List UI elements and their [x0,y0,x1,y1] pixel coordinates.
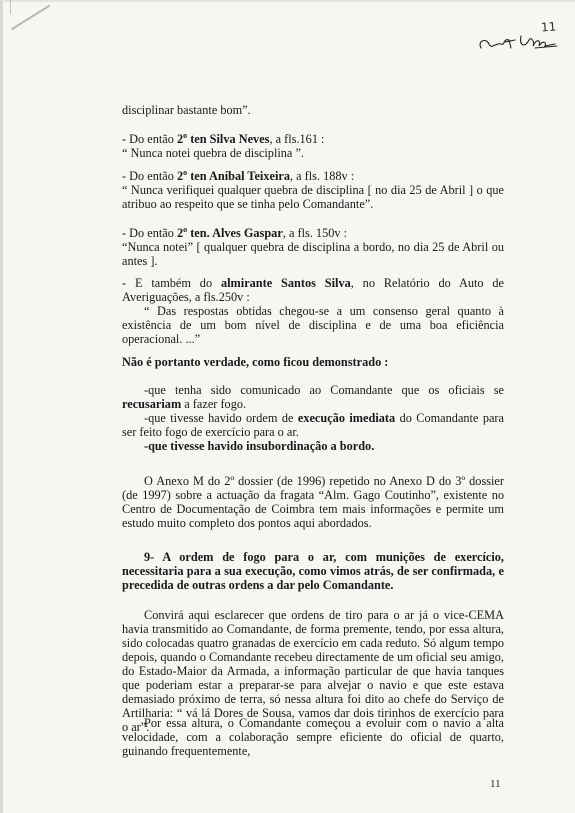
heading-text: Não é portanto verdade, como ficou demonstrado : [122,355,389,369]
text-run: , a fls.161 : [269,132,325,147]
testimony-header [122,166,504,183]
bold-run: execução imediata [297,411,396,425]
heading-text: 9- A ordem de fogo para o ar, com munições de exercício, necessitaria para a sua execução, como vimos atrás, de ser confirmada, e precedida de outras ordens a dar pelo Comandante. [122,550,504,592]
superscript: o [183,131,188,140]
testimony-header [122,276,504,304]
bold-name: ten Silva Neves [187,132,270,147]
testimony-quote: “Nunca notei” [ qualquer quebra de disciplina a bordo, no dia 25 de Abril ou antes ]. [122,240,504,269]
text-run: a fazer fogo. [181,397,247,411]
handwritten-page-mark: 11 [540,19,557,35]
text-run: do Comandante para ser feito fogo de exercício para o ar. [122,411,504,439]
text-run: -que tivesse havido ordem de [144,411,298,425]
text-line: disciplinar bastante bom”. [122,103,251,117]
text-run: , no Relatório do Auto de Averiguações, a fls.250v : [122,276,505,304]
claim-item: -que tivesse havido insubordinação a bordo. [144,439,375,453]
text-run: -que tenha sido comunicado ao Comandante que os oficiais se [144,383,504,397]
testimony-header [122,223,504,240]
text-run: , a fls. 150v : [282,226,348,241]
bold-run: 2 [176,169,184,184]
claims-list [122,383,504,453]
bold-name: ten Aníbal Teixeira [187,169,290,184]
testimony-alves-gaspar [122,223,504,268]
testimony-header [122,129,504,146]
testimony-santos-silva [122,276,504,346]
paragraph-text: O Anexo M do 2º dossier (de 1996) repetido no Anexo D do 3º dossier (de 1997) sobre a actuação da fragata “Alm. Gago Coutinho”, existente no Centro de Documentação de Coimbra tem mais informações e permite um estudo muito completo dos pontos aqui abordados. [122,474,504,530]
text-run: , a fls. 188v : [289,169,355,184]
testimony-silva-neves [122,129,504,160]
testimony-quote: “ Nunca notei quebra de disciplina ”. [122,146,304,161]
claim-item [122,411,504,439]
paragraph-text: Convirá aqui esclarecer que ordens de tiro para o ar já o vice-CEMA havia transmitido ao Comandante, de forma premente, tendo, por essa altura, sido colocadas quatro granadas de exercício em cada reduto. Só algum tempo depois, quando o Comandante recebeu directamente de um oficial seu amigo, do Estado-Maior da Armada, a informação particular de que havia tanques que poderiam estar a preparar-se para alvejar o navio e que este estava demasiado próximo de terra, só nessa altura foi dito ao chefe do Serviço de Artilharia: “ vá lá Dores de Sousa, vamos dar dois tirinhos de exercício para o ar”. [122,608,504,734]
bold-run: 2 [176,132,184,147]
text-run: - Do então [122,226,177,241]
bold-name: ten. Alves Gaspar [187,226,283,241]
testimony-quote: “ Das respostas obtidas chegou-se a um consenso geral quanto à existência de um bom nível de disciplina e de uma boa eficiência operacional. ...” [122,304,504,346]
text-run: - E também do [122,276,221,290]
text-run: - Do então [122,169,177,184]
bold-run: recusariam [122,397,182,411]
bold-run: 2 [176,226,184,241]
claim-item [122,383,504,411]
testimony-quote: “ Nunca verifiquei qualquer quebra de disciplina [ no dia 25 de Abril ] o que atribuo ao respeito que se tinha pelo Comandante”. [122,183,504,212]
paragraph-text: Por essa altura, o Comandante começou a evoluir com o navio a alta velocidade, com a colaboração sempre eficiente do oficial de quarto, guinando frequentemente, [122,716,504,758]
section-heading [122,355,504,369]
page-number: 11 [490,778,501,790]
section-9-heading [122,550,504,592]
bold-name: almirante Santos Silva [220,276,351,290]
annex-paragraph [122,474,504,530]
body-paragraph [122,716,504,758]
handwritten-signature [475,18,565,58]
superscript: o [183,168,188,177]
scan-corner-tick [10,0,11,14]
text-run: - Do então [122,132,177,147]
superscript: o [183,225,188,234]
testimony-anibal-teixeira [122,166,504,211]
paragraph-continuation [122,103,504,117]
